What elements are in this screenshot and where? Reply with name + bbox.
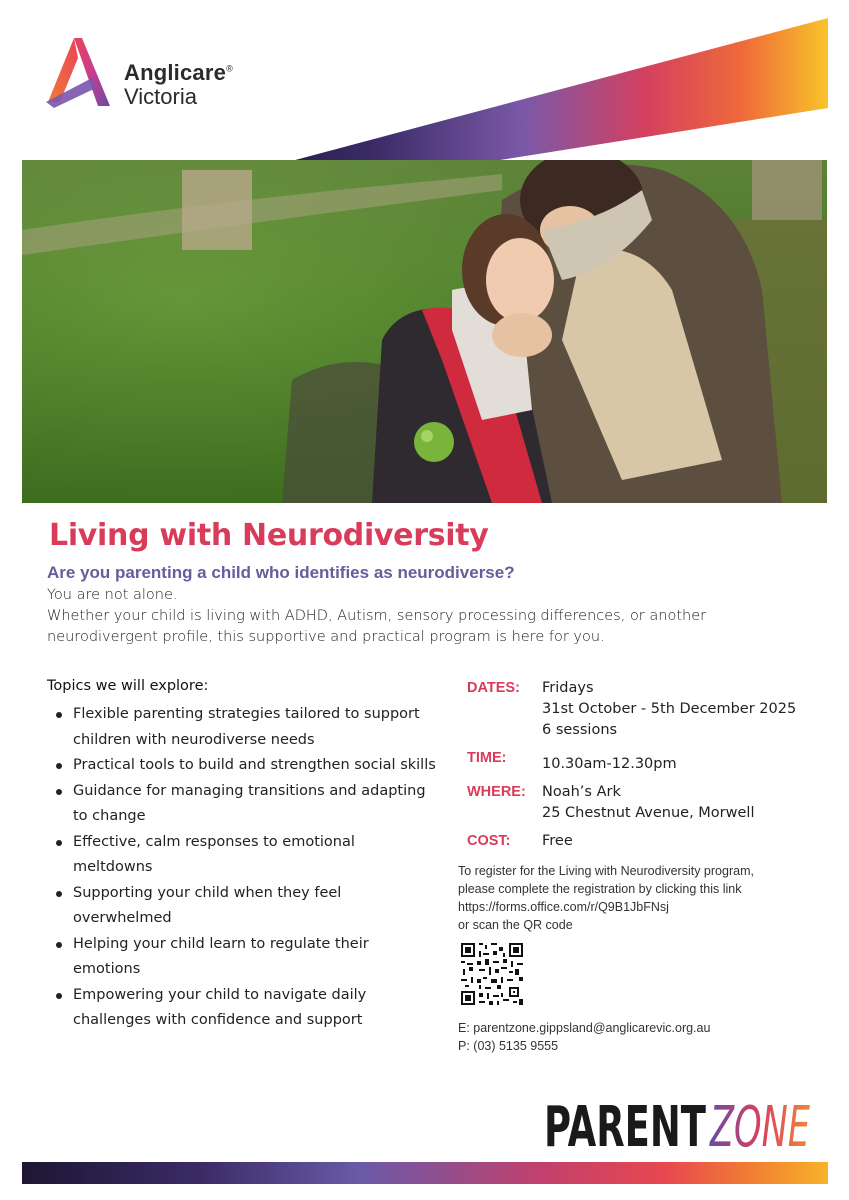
bullet-icon	[56, 993, 62, 999]
cost-value: Free	[542, 833, 573, 849]
where-value: Noah’s Ark 25 Chestnut Avenue, Morwell	[542, 784, 755, 821]
list-item: Helping your child learn to regulate their emotions	[47, 932, 437, 983]
topics-heading: Topics we will explore:	[47, 678, 209, 694]
anglicare-logo-text	[124, 62, 233, 108]
bullet-icon	[56, 840, 62, 846]
bullet-icon	[56, 763, 62, 769]
dates-value: Fridays 31st October - 5th December 2025 6 sessions	[542, 680, 797, 738]
bullet-icon	[56, 789, 62, 795]
anglicare-logo-icon	[40, 34, 118, 110]
qr-code-icon[interactable]	[459, 941, 525, 1007]
parentzone-logo-part2: ZONE	[708, 1095, 811, 1152]
logo-line-victoria: Victoria	[124, 84, 197, 109]
time-value: 10.30am-12.30pm	[542, 756, 677, 772]
logo-line-anglicare: Anglicare®	[124, 60, 233, 85]
intro-text	[47, 585, 807, 648]
page-subtitle: Are you parenting a child who identifies as neurodiverse?	[47, 563, 515, 582]
cost-label: COST:	[467, 833, 511, 849]
page-title: Living with Neurodiversity	[49, 518, 489, 553]
where-row	[467, 782, 827, 824]
cost-row	[467, 831, 827, 852]
intro-line-1: You are not alone.	[47, 587, 178, 603]
registration-info: To register for the Living with Neurodiversity program, please complete the registration by clicking this link https://forms.office.com/r/Q9B1JbFNsj or scan the QR code	[458, 862, 818, 934]
bullet-icon	[56, 942, 62, 948]
time-label: TIME:	[467, 750, 507, 766]
contact-email[interactable]: E: parentzone.gippsland@anglicarevic.org.au	[458, 1021, 711, 1035]
dates-row	[467, 678, 827, 741]
photo-mother-hugging-child-icon	[22, 160, 827, 503]
list-item: Supporting your child when they feel overwhelmed	[47, 881, 437, 932]
bullet-icon	[56, 712, 62, 718]
topics-list	[47, 702, 437, 1034]
parentzone-logo-part1: PARENT	[544, 1095, 706, 1152]
list-item: Effective, calm responses to emotional meltdowns	[47, 830, 437, 881]
list-item: Flexible parenting strategies tailored to support children with neurodiverse needs	[47, 702, 437, 753]
intro-line-2: Whether your child is living with ADHD, Autism, sensory processing differences, or another neurodivergent profile, this supportive and practical program is here for you.	[47, 608, 707, 645]
registration-link[interactable]: https://forms.office.com/r/Q9B1JbFNsj	[458, 900, 669, 914]
where-label: WHERE:	[467, 784, 526, 800]
list-item: Guidance for managing transitions and adapting to change	[47, 779, 437, 830]
parentzone-logo	[544, 1092, 814, 1152]
hero-photo	[22, 160, 827, 503]
time-row	[467, 748, 827, 775]
dates-label: DATES:	[467, 680, 520, 696]
contact-info	[458, 1019, 710, 1055]
list-item: Practical tools to build and strengthen social skills	[47, 753, 437, 779]
program-details	[467, 678, 827, 859]
footer-gradient-bar	[22, 1162, 828, 1184]
list-item: Empowering your child to navigate daily challenges with confidence and support	[47, 983, 437, 1034]
bullet-icon	[56, 891, 62, 897]
contact-phone[interactable]: P: (03) 5135 9555	[458, 1039, 559, 1053]
